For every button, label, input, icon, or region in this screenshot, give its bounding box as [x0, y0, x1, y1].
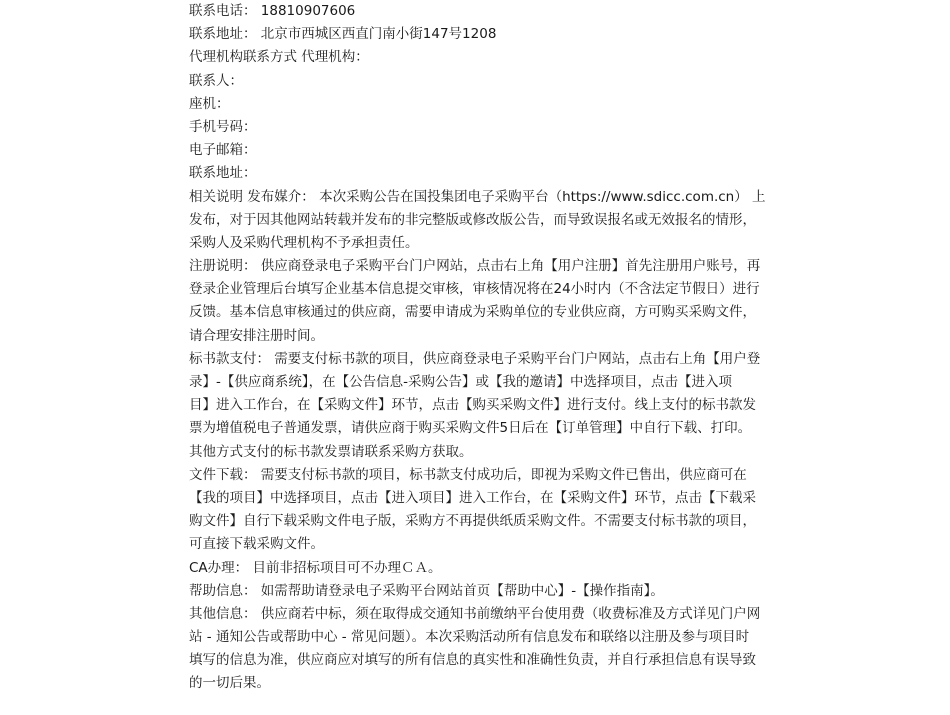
payment-line: 标书款支付： 需要支付标书款的项目，供应商登录电子采购平台门户网站，点击右上角【用户登: [189, 350, 761, 367]
agency-mobile: 手机号码：: [189, 118, 257, 135]
contact-phone-line: 联系电话： 18810907606: [189, 3, 356, 19]
registration-line: 请合理安排注册时间。: [189, 327, 324, 344]
payment-line: 目】进入工作台，在【采购文件】环节，点击【购买采购文件】进行支付。线上支付的标书款发: [189, 397, 756, 414]
registration-line: 注册说明： 供应商登录电子采购平台门户网站，点击右上角【用户注册】首先注册用户账号，再: [189, 258, 761, 275]
help-line: 帮助信息： 如需帮助请登录电子采购平台网站首页【帮助中心】-【操作指南】。: [189, 582, 664, 599]
agency-contact-heading: 代理机构联系方式 代理机构：: [189, 49, 369, 66]
publication-media-line: 相关说明 发布媒介： 本次采购公告在国投集团电子采购平台（https://www.sdicc.com.cn） 上: [189, 188, 766, 205]
announcement-text: [189, 0, 766, 696]
download-line: 购文件】自行下载采购文件电子版，采购方不再提供纸质采购文件。不需要支付标书款的项目，: [189, 513, 756, 530]
payment-line: 录】-【供应商系统】，在【公告信息-采购公告】或【我的邀请】中选择项目，点击【进入项: [189, 374, 732, 390]
other-info-line: 填写的信息为准，供应商应对填写的所有信息的真实性和准确性负责，并自行承担信息有误导致: [189, 652, 756, 669]
contact-address-line: 联系地址： 北京市西城区西直门南小街147号1208: [189, 26, 497, 43]
download-line: 文件下载： 需要支付标书款的项目，标书款支付成功后，即视为采购文件已售出，供应商可在: [189, 466, 747, 483]
other-info-line: 其他信息： 供应商若中标，须在取得成交通知书前缴纳平台使用费（收费标准及方式详见门户网: [189, 605, 761, 622]
agency-contact-person: 联系人：: [189, 72, 243, 89]
agency-address: 联系地址：: [189, 165, 257, 182]
registration-line: 反馈。基本信息审核通过的供应商，需要申请成为采购单位的专业供应商，方可购买采购文件，: [189, 304, 756, 321]
registration-line: 登录企业管理后台填写企业基本信息提交审核，审核情况将在24小时内（不含法定节假日）进行: [189, 281, 760, 298]
other-info-line: 的一切后果。: [189, 675, 270, 692]
agency-email: 电子邮箱：: [189, 142, 257, 159]
download-line: 可直接下载采购文件。: [189, 536, 324, 553]
other-info-line: 站 - 通知公告或帮助中心 - 常见问题）。本次采购活动所有信息发布和联络以注册及参与项目时: [189, 629, 750, 646]
publication-media-line: 采购人及采购代理机构不予承担责任。: [189, 234, 419, 251]
agency-landline: 座机：: [189, 95, 230, 112]
payment-line: 其他方式支付的标书款发票请联系采购方获取。: [189, 443, 473, 460]
download-line: 【我的项目】中选择项目，点击【进入项目】进入工作台，在【采购文件】环节，点击【下载采: [189, 489, 756, 506]
payment-line: 票为增值税电子普通发票，请供应商于购买采购文件5日后在【订单管理】中自行下载、打印。: [189, 420, 752, 437]
ca-line: CA办理： 目前非招标项目可不办理ＣＡ。: [189, 559, 442, 576]
publication-media-line: 发布，对于因其他网站转载并发布的非完整版或修改版公告，而导致误报名或无效报名的情形，: [189, 211, 756, 228]
